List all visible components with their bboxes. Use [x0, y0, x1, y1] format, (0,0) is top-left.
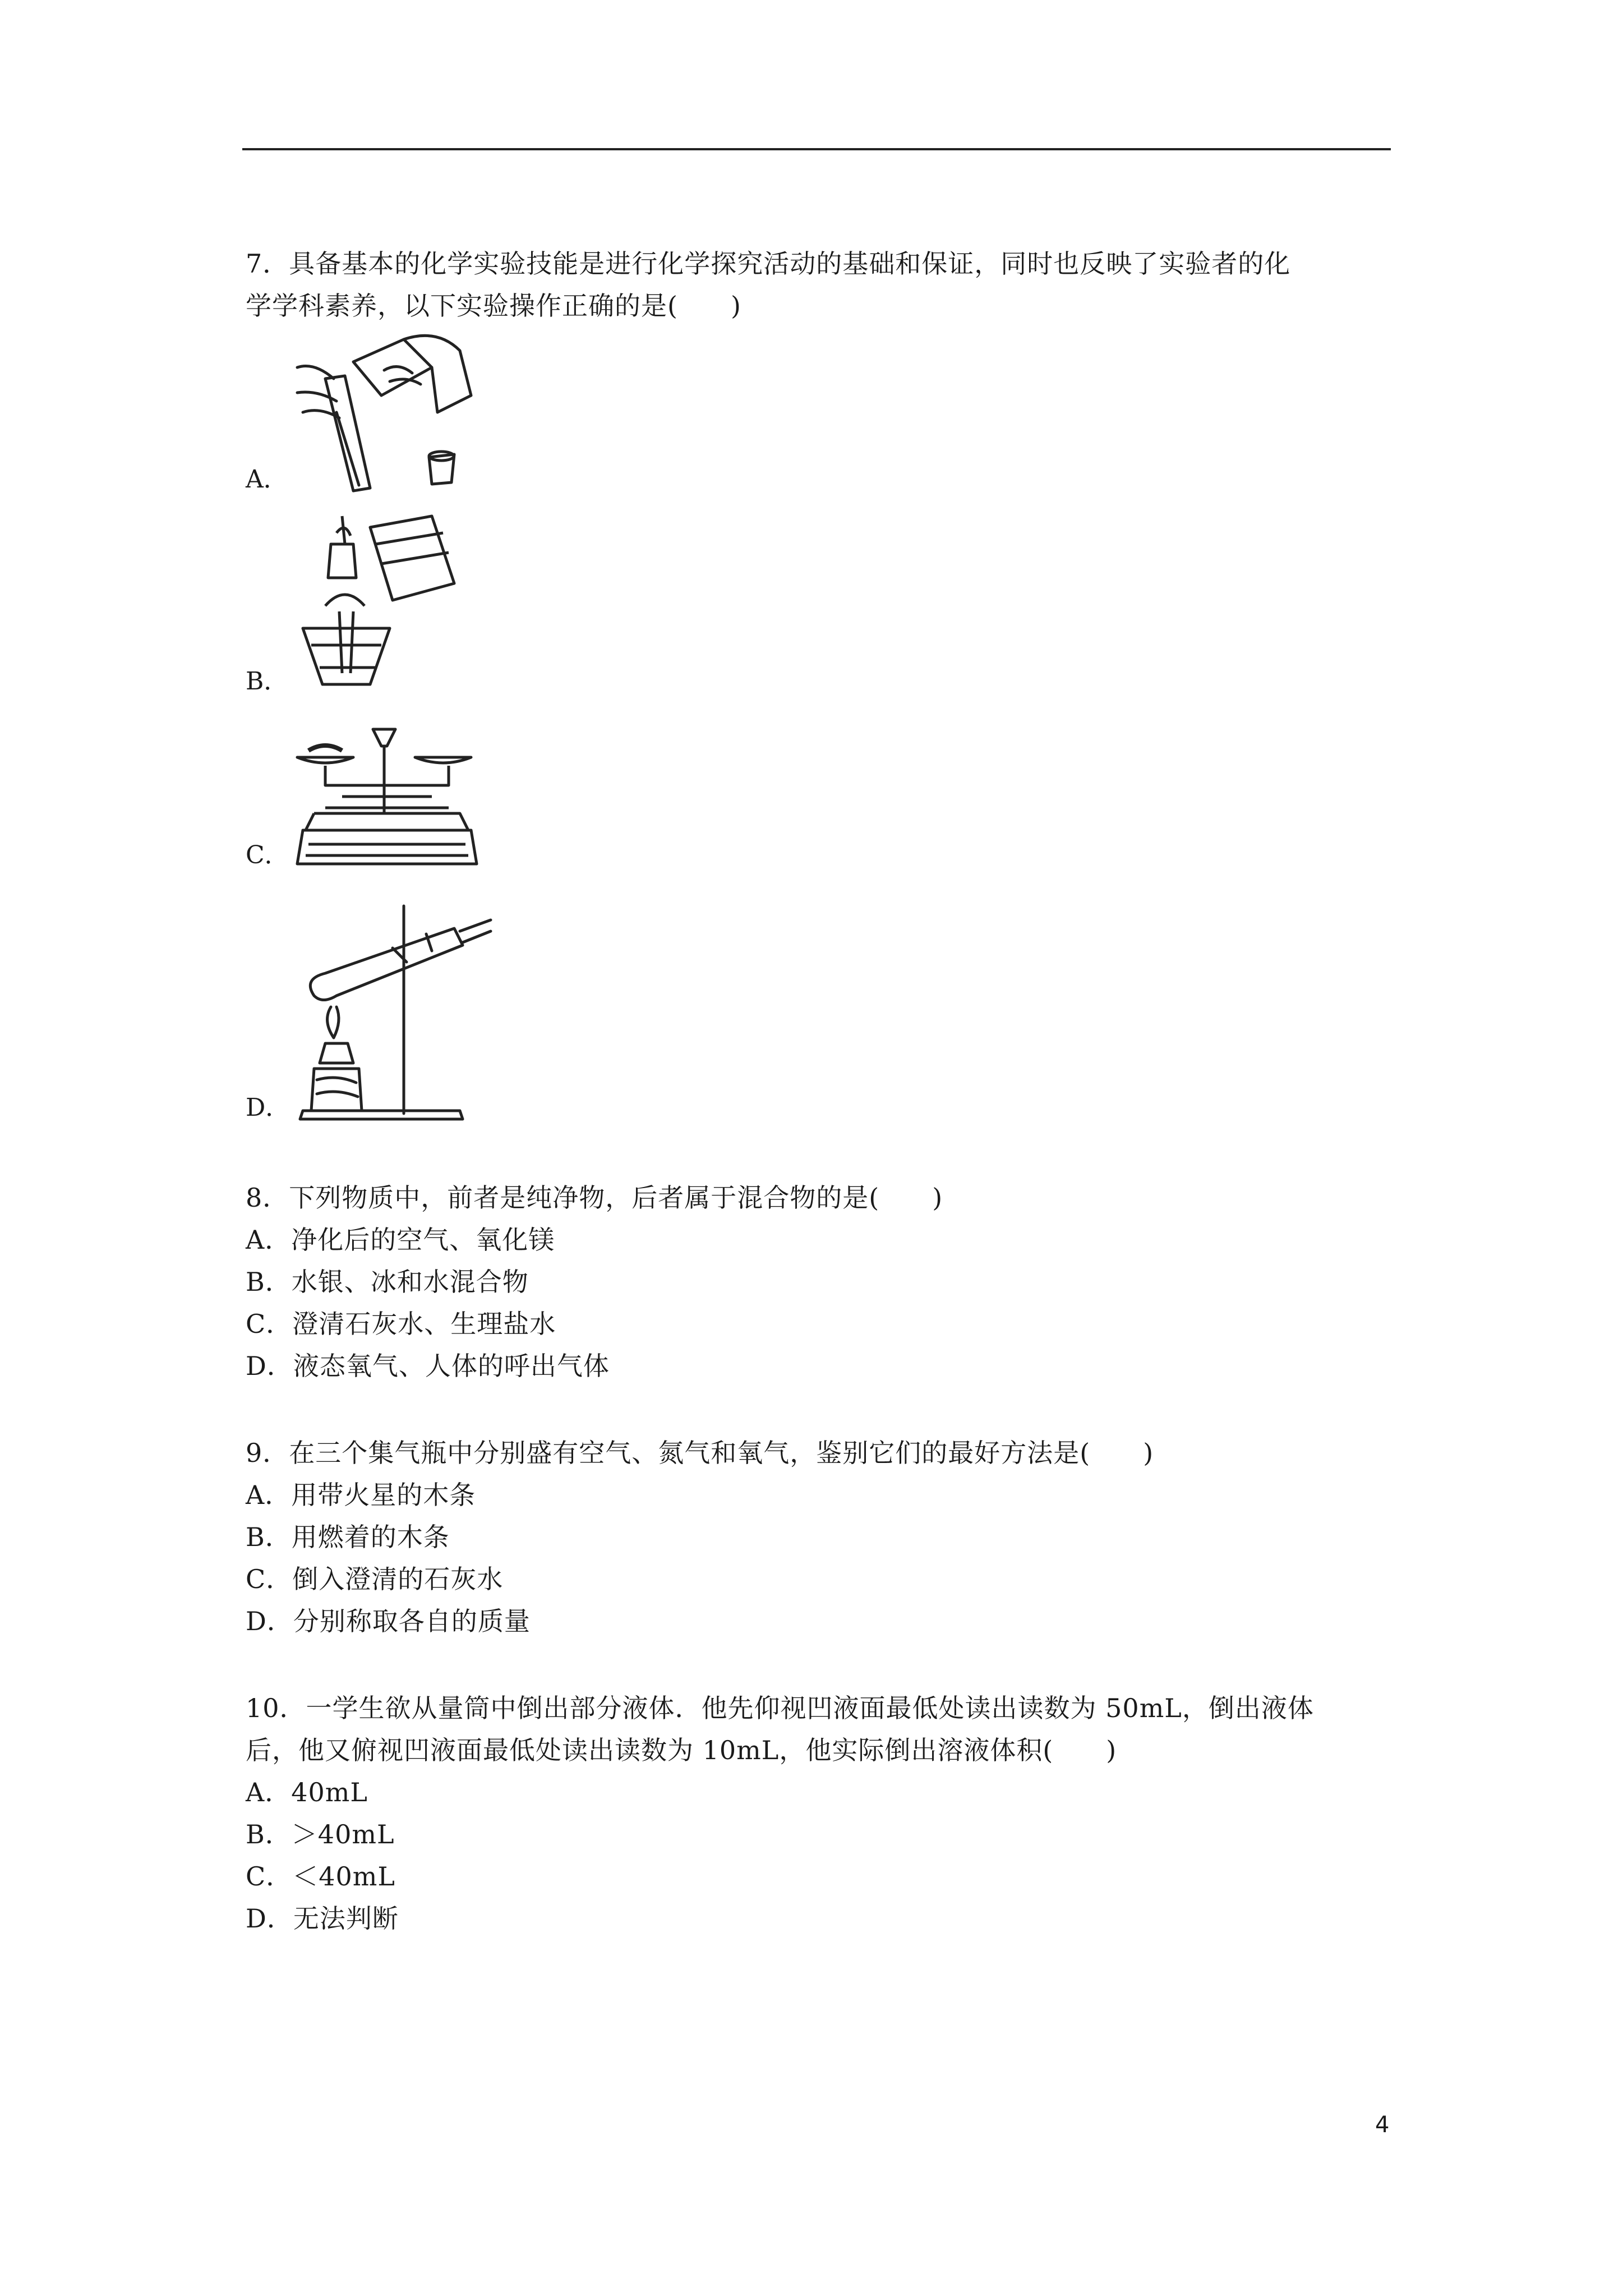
page-number: 4	[1375, 2112, 1390, 2138]
q9-option-c: C．倒入澄清的石灰水	[246, 1564, 504, 1594]
q9-stem: 9．在三个集气瓶中分别盛有空气、氮气和氧气，鉴别它们的最好方法是( )	[246, 1438, 1154, 1468]
lighting-alcohol-lamp-icon	[292, 510, 460, 696]
heating-test-tube-on-stand-icon	[292, 900, 494, 1122]
q9-option-a: A．用带火星的木条	[246, 1480, 476, 1510]
q8-option-a: A．净化后的空气、氧化镁	[246, 1225, 555, 1255]
q8-option-b: B．水银、冰和水混合物	[246, 1267, 529, 1297]
q8-option-d: D．液态氧气、人体的呼出气体	[246, 1351, 610, 1381]
q7-option-a-label: A．	[246, 465, 288, 494]
q7-stem-line-2: 学学科素养，以下实验操作正确的是( )	[246, 291, 741, 321]
q8-stem: 8．下列物质中，前者是纯净物，后者属于混合物的是( )	[246, 1182, 943, 1213]
header-rule	[242, 148, 1391, 150]
q7-stem-line-1: 7．具备基本的化学实验技能是进行化学探究活动的基础和保证，同时也反映了实验者的化	[246, 249, 1291, 279]
q9-option-d: D．分别称取各自的质量	[246, 1606, 531, 1636]
q9-option-b: B．用燃着的木条	[246, 1522, 450, 1552]
q10-option-b: B．＞40mL	[246, 1819, 395, 1849]
q8-option-c: C．澄清石灰水、生理盐水	[246, 1309, 556, 1339]
q10-option-a: A．40mL	[246, 1777, 368, 1807]
balance-scale-weighing-icon	[292, 724, 482, 869]
q10-stem-line-2: 后，他又俯视凹液面最低处读出读数为 10mL，他实际倒出溶液体积( )	[246, 1735, 1117, 1765]
q7-option-d-label: D．	[246, 1093, 291, 1122]
q10-stem-line-1: 10．一学生欲从量筒中倒出部分液体．他先仰视凹液面最低处读出读数为 50mL，倒出液体	[246, 1693, 1314, 1723]
q10-option-c: C．＜40mL	[246, 1861, 395, 1892]
q10-option-d: D．无法判断	[246, 1903, 399, 1934]
q7-option-c-label: C．	[246, 841, 289, 869]
pouring-liquid-into-test-tube-icon	[292, 328, 477, 496]
q7-option-b-label: B．	[246, 667, 289, 696]
